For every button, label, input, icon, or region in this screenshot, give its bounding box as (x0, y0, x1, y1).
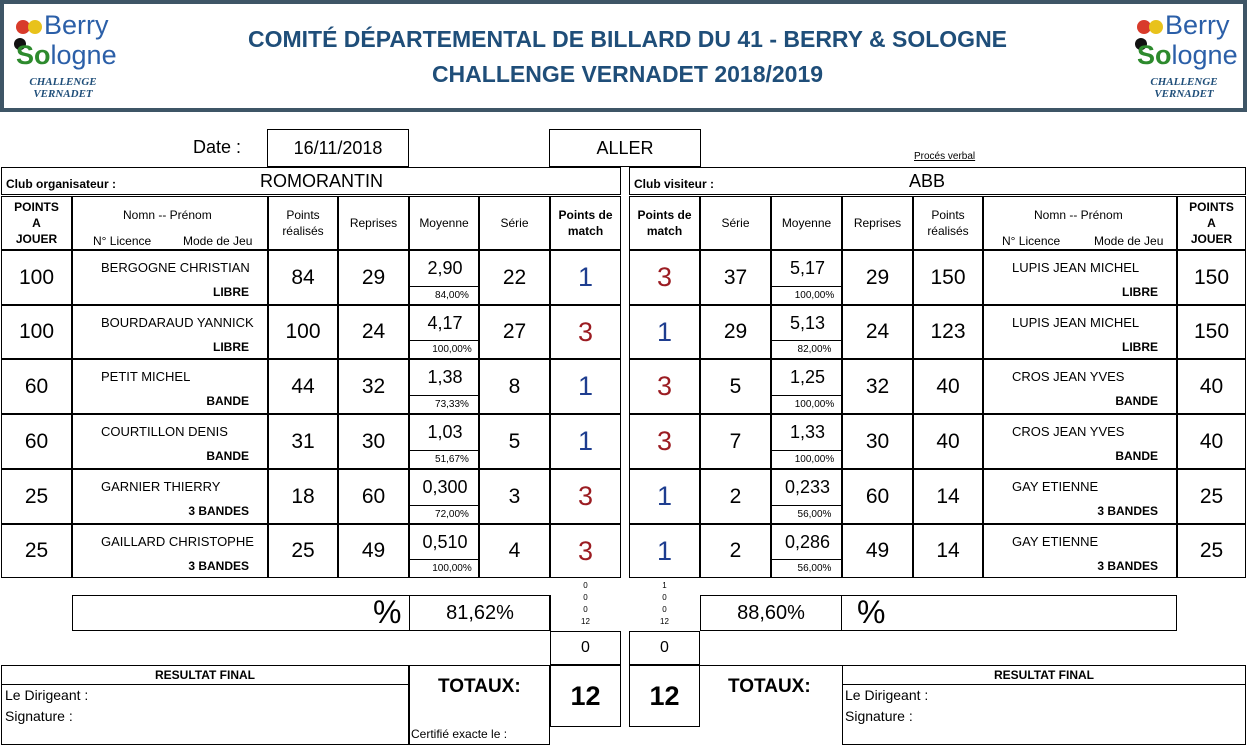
right-moyenne-pct: 56,00% (772, 505, 841, 523)
left-points-a-jouer: 25 (1, 524, 72, 578)
right-serie: 7 (700, 414, 771, 469)
left-moyenne-pct: 73,33% (410, 395, 478, 413)
left-zero: 0 (550, 631, 621, 665)
left-resultat-final-label: RESULTAT FINAL (1, 665, 409, 685)
left-player-name: BOURDARAUD YANNICK (101, 315, 254, 330)
logo-challenge: CHALLENGE (1150, 76, 1218, 88)
left-points-de-match: 3 (550, 305, 621, 359)
left-player-cell[interactable] (72, 524, 268, 578)
right-points-realises: 14 (913, 469, 983, 524)
logo-sologne-text (16, 40, 117, 71)
right-moyenne-pct: 88,60% (700, 595, 842, 631)
left-player-name: GAILLARD CHRISTOPHE (101, 534, 254, 549)
small-value: 1 (662, 581, 667, 590)
small-value: 0 (662, 605, 667, 614)
right-player-name: GAY ETIENNE (1012, 534, 1099, 549)
logo-so: So (16, 40, 51, 70)
right-moyenne-cell (771, 250, 842, 305)
hdr-text: Points (286, 208, 320, 222)
right-resultat-final (842, 665, 1246, 745)
right-player-mode: LIBRE (1122, 285, 1158, 299)
hdr-text: JOUER (1190, 232, 1233, 246)
logo-challenge-text (8, 76, 118, 100)
left-moyenne-cell (409, 414, 479, 469)
right-player-mode: BANDE (1115, 449, 1158, 463)
right-moyenne-cell (771, 359, 842, 414)
logo-sologne-text (1137, 40, 1238, 71)
left-moyenne-pct: 51,67% (410, 450, 478, 468)
page-header (0, 0, 1247, 112)
left-points-a-jouer: 60 (1, 414, 72, 469)
hdr-text: Mode de Jeu (1094, 234, 1164, 248)
left-dirigeant[interactable]: Le Dirigeant : (5, 687, 89, 703)
right-points-a-jouer: 40 (1177, 414, 1246, 469)
left-points-de-match: 1 (550, 250, 621, 305)
right-player-name: LUPIS JEAN MICHEL (1012, 260, 1140, 275)
left-col-points-realises (268, 196, 338, 250)
right-serie: 5 (700, 359, 771, 414)
certifie-label: Certifié exacte le : (411, 727, 508, 741)
small-value: 12 (581, 617, 590, 626)
small-value: 0 (583, 581, 588, 590)
berry-sologne-logo-right (1129, 6, 1239, 106)
hdr-text: Nomn -- Prénom (1034, 208, 1123, 222)
right-col-points-a-jouer (1177, 196, 1246, 250)
logo-vernadet: VERNADET (1154, 88, 1214, 100)
right-summary-bar (700, 595, 1177, 631)
club-organisateur-label: Club organisateur : (6, 177, 117, 191)
right-points-de-match: 3 (629, 359, 700, 414)
left-signature[interactable]: Signature : (5, 708, 73, 724)
right-player-cell[interactable] (983, 250, 1177, 305)
club-organisateur-row (1, 167, 621, 195)
left-moyenne-value: 1,38 (427, 367, 463, 387)
right-player-mode: LIBRE (1122, 340, 1158, 354)
date-field[interactable]: 16/11/2018 (267, 129, 409, 167)
left-col-moyenne: Moyenne (409, 196, 479, 250)
left-moyenne-pct: 100,00% (410, 340, 478, 358)
logo-logne: logne (50, 40, 117, 70)
left-serie: 4 (479, 524, 550, 578)
right-col-moyenne: Moyenne (771, 196, 842, 250)
left-player-mode: 3 BANDES (188, 504, 249, 518)
left-moyenne-cell (409, 469, 479, 524)
small-value: 0 (662, 593, 667, 602)
right-moyenne-value: 1,25 (789, 367, 826, 387)
right-player-cell[interactable] (983, 359, 1177, 414)
left-points-a-jouer: 100 (1, 305, 72, 359)
page-title: COMITÉ DÉPARTEMENTAL DE BILLARD DU 41 - BERRY & SOLOGNE (247, 26, 1008, 52)
right-points-a-jouer: 25 (1177, 524, 1246, 578)
right-points-a-jouer: 40 (1177, 359, 1246, 414)
left-reprises: 30 (338, 414, 409, 469)
left-resultat-final (1, 665, 409, 745)
left-player-mode: 3 BANDES (188, 559, 249, 573)
right-moyenne-value: 5,17 (789, 258, 826, 278)
left-small-values (550, 580, 621, 630)
hdr-text: A (1207, 216, 1216, 230)
hdr-text: Points (931, 208, 965, 222)
right-moyenne-pct: 56,00% (772, 559, 841, 577)
right-moyenne-value: 0,233 (784, 477, 831, 497)
right-serie: 29 (700, 305, 771, 359)
left-points-realises: 18 (268, 469, 338, 524)
right-signature[interactable]: Signature : (845, 708, 913, 724)
hdr-text: POINTS (14, 200, 59, 214)
right-points-realises: 123 (913, 305, 983, 359)
right-total-value: 12 (629, 665, 700, 727)
hdr-text: réalisés (927, 224, 969, 238)
right-reprises: 32 (842, 359, 913, 414)
small-value: 0 (583, 605, 588, 614)
right-player-cell[interactable] (983, 305, 1177, 359)
left-player-cell[interactable] (72, 469, 268, 524)
right-moyenne-pct: 100,00% (772, 286, 841, 304)
left-player-name: COURTILLON DENIS (101, 424, 228, 439)
date-label: Date : (193, 137, 242, 157)
left-serie: 3 (479, 469, 550, 524)
proces-verbal-link[interactable]: Procés verbal (914, 151, 976, 162)
right-moyenne-pct: 100,00% (772, 395, 841, 413)
left-moyenne-pct: 100,00% (410, 559, 478, 577)
left-player-cell[interactable] (72, 305, 268, 359)
page-subtitle: CHALLENGE VERNADET 2018/2019 (431, 61, 824, 87)
right-col-points-de-match (629, 196, 700, 250)
left-col-points-a-jouer (1, 196, 72, 250)
right-player-name: LUPIS JEAN MICHEL (1012, 315, 1140, 330)
left-points-a-jouer: 100 (1, 250, 72, 305)
left-player-name: PETIT MICHEL (101, 369, 191, 384)
right-points-a-jouer: 25 (1177, 469, 1246, 524)
right-moyenne-cell (771, 414, 842, 469)
left-percent-symbol: % (373, 594, 402, 630)
yellow-ball-icon (1149, 20, 1163, 34)
club-visiteur-row (629, 167, 1246, 195)
hdr-text: POINTS (1189, 200, 1234, 214)
berry-sologne-logo-left (8, 6, 118, 106)
right-moyenne-value: 0,286 (784, 531, 831, 552)
left-reprises: 24 (338, 305, 409, 359)
right-reprises: 24 (842, 305, 913, 359)
hdr-text: réalisés (282, 224, 324, 238)
right-reprises: 30 (842, 414, 913, 469)
right-player-name: CROS JEAN YVES (1012, 369, 1125, 384)
right-col-points-realises (913, 196, 983, 250)
right-percent-symbol: % (857, 594, 886, 630)
right-totaux-box (700, 665, 842, 745)
right-col-nom-prenom (983, 196, 1177, 250)
right-points-de-match: 3 (629, 250, 700, 305)
left-serie: 8 (479, 359, 550, 414)
small-value: 12 (660, 617, 669, 626)
left-points-a-jouer: 60 (1, 359, 72, 414)
left-totaux-box (409, 665, 550, 745)
right-reprises: 49 (842, 524, 913, 578)
small-value: 0 (583, 593, 588, 602)
right-moyenne-pct: 100,00% (772, 450, 841, 468)
club-organisateur-value[interactable]: ROMORANTIN (260, 171, 383, 191)
logo-berry-text: Berry (44, 10, 109, 40)
right-points-realises: 150 (913, 250, 983, 305)
right-points-a-jouer: 150 (1177, 250, 1246, 305)
hdr-text: match (646, 224, 683, 238)
right-serie: 2 (700, 469, 771, 524)
logo-berry-text: Berry (1165, 10, 1230, 40)
left-moyenne-value: 1,03 (427, 422, 463, 442)
left-points-de-match: 1 (550, 414, 621, 469)
right-points-realises: 14 (913, 524, 983, 578)
right-points-de-match: 1 (629, 524, 700, 578)
left-moyenne-cell (409, 359, 479, 414)
left-col-reprises: Reprises (338, 196, 409, 250)
hdr-text: match (567, 224, 604, 238)
right-player-mode: BANDE (1115, 394, 1158, 408)
left-moyenne-value: 0,510 (422, 531, 468, 552)
right-moyenne-value: 1,33 (789, 422, 826, 442)
right-player-name: CROS JEAN YVES (1012, 424, 1125, 439)
logo-so: So (1137, 40, 1172, 70)
left-col-points-de-match (550, 196, 621, 250)
logo-logne: logne (1171, 40, 1238, 70)
left-points-realises: 25 (268, 524, 338, 578)
right-points-a-jouer: 150 (1177, 305, 1246, 359)
right-reprises: 29 (842, 250, 913, 305)
left-moyenne-value: 2,90 (427, 258, 463, 278)
left-points-a-jouer: 25 (1, 469, 72, 524)
left-reprises: 29 (338, 250, 409, 305)
right-col-serie: Série (700, 196, 771, 250)
right-dirigeant[interactable]: Le Dirigeant : (845, 687, 929, 703)
logo-challenge: CHALLENGE (29, 76, 97, 88)
logo-vernadet: VERNADET (33, 88, 93, 100)
hdr-text: N° Licence (1002, 234, 1061, 248)
right-points-realises: 40 (913, 359, 983, 414)
yellow-ball-icon (28, 20, 42, 34)
left-player-cell[interactable] (72, 359, 268, 414)
left-points-realises: 44 (268, 359, 338, 414)
right-resultat-final-label: RESULTAT FINAL (842, 665, 1246, 685)
left-player-mode: LIBRE (213, 285, 249, 299)
right-moyenne-pct: 82,00% (772, 340, 841, 358)
club-visiteur-label: Club visiteur : (634, 177, 715, 191)
left-moyenne-pct: 72,00% (410, 505, 478, 523)
left-moyenne-cell (409, 524, 479, 578)
left-col-serie: Série (479, 196, 550, 250)
right-points-realises: 40 (913, 414, 983, 469)
leg-field[interactable]: ALLER (549, 129, 701, 167)
right-points-de-match: 1 (629, 469, 700, 524)
left-points-realises: 100 (268, 305, 338, 359)
right-serie: 2 (700, 524, 771, 578)
logo-challenge-text (1129, 76, 1239, 100)
right-player-name: GAY ETIENNE (1012, 479, 1099, 494)
hdr-text: JOUER (15, 232, 58, 246)
hdr-text: N° Licence (93, 234, 152, 248)
left-totaux-label: TOTAUX: (438, 676, 521, 697)
right-player-cell[interactable] (983, 524, 1177, 578)
left-moyenne-pct: 84,00% (410, 286, 478, 304)
left-moyenne-pct: 81,62% (409, 595, 551, 631)
left-col-nom-prenom (72, 196, 268, 250)
left-points-realises: 31 (268, 414, 338, 469)
left-reprises: 49 (338, 524, 409, 578)
left-serie: 27 (479, 305, 550, 359)
right-moyenne-cell (771, 469, 842, 524)
right-totaux-label: TOTAUX: (728, 676, 811, 697)
left-reprises: 60 (338, 469, 409, 524)
left-player-name: GARNIER THIERRY (101, 479, 221, 494)
left-points-de-match: 3 (550, 524, 621, 578)
right-points-de-match: 3 (629, 414, 700, 469)
left-player-cell[interactable] (72, 250, 268, 305)
hdr-text: Points de (637, 208, 692, 222)
right-moyenne-value: 5,13 (789, 312, 826, 333)
left-serie: 22 (479, 250, 550, 305)
hdr-text: Nomn -- Prénom (123, 208, 212, 222)
left-player-cell[interactable] (72, 414, 268, 469)
left-player-mode: LIBRE (213, 340, 249, 354)
left-points-de-match: 3 (550, 469, 621, 524)
left-points-de-match: 1 (550, 359, 621, 414)
right-player-mode: 3 BANDES (1097, 559, 1158, 573)
left-serie: 5 (479, 414, 550, 469)
right-serie: 37 (700, 250, 771, 305)
left-moyenne-value: 4,17 (427, 312, 463, 333)
left-moyenne-cell (409, 305, 479, 359)
club-visiteur-value[interactable]: ABB (909, 171, 946, 191)
right-player-cell[interactable] (983, 414, 1177, 469)
left-player-name: BERGOGNE CHRISTIAN (101, 260, 250, 275)
right-moyenne-cell (771, 305, 842, 359)
left-moyenne-value: 0,300 (422, 477, 468, 497)
right-small-values (629, 580, 700, 630)
hdr-text: A (32, 216, 41, 230)
right-player-cell[interactable] (983, 469, 1177, 524)
left-moyenne-cell (409, 250, 479, 305)
hdr-text: Mode de Jeu (183, 234, 253, 248)
left-player-mode: BANDE (206, 449, 249, 463)
left-summary-bar (72, 595, 550, 631)
left-player-mode: BANDE (206, 394, 249, 408)
right-zero: 0 (629, 631, 700, 665)
left-reprises: 32 (338, 359, 409, 414)
right-player-mode: 3 BANDES (1097, 504, 1158, 518)
right-col-reprises: Reprises (842, 196, 913, 250)
hdr-text: Points de (558, 208, 613, 222)
right-reprises: 60 (842, 469, 913, 524)
left-points-realises: 84 (268, 250, 338, 305)
right-points-de-match: 1 (629, 305, 700, 359)
right-moyenne-cell (771, 524, 842, 578)
left-total-value: 12 (550, 665, 621, 727)
